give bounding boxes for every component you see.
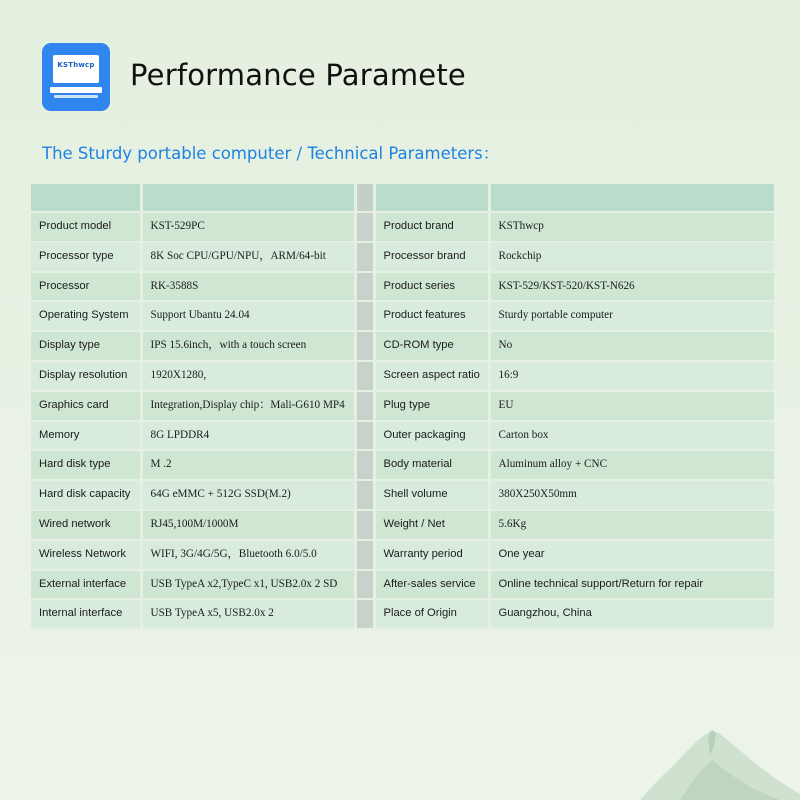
column-divider — [355, 540, 374, 570]
spec-value-left: USB TypeA x2,TypeC x1, USB2.0x 2 SD — [141, 570, 355, 600]
spec-label-left: Processor — [31, 272, 141, 302]
mountain-decoration — [620, 660, 800, 800]
spec-value-left: WIFI, 3G/4G/5G，Bluetooth 6.0/5.0 — [141, 540, 355, 570]
spec-label-right: Outer packaging — [374, 421, 489, 451]
table-row — [31, 540, 774, 570]
spec-label-right: Product features — [374, 301, 489, 331]
table-row — [31, 212, 774, 242]
column-divider — [355, 361, 374, 391]
spec-value-left: 64G eMMC + 512G SSD(M.2) — [141, 480, 355, 510]
table-row — [31, 480, 774, 510]
spec-table-body — [31, 212, 774, 629]
spec-label-right: Body material — [374, 450, 489, 480]
spec-label-right: CD-ROM type — [374, 331, 489, 361]
column-divider — [355, 421, 374, 451]
spec-value-right: Sturdy portable computer — [489, 301, 774, 331]
spec-value-right: Guangzhou, China — [489, 599, 774, 629]
spec-value-right: 5.6Kg — [489, 510, 774, 540]
table-header-row — [31, 184, 774, 212]
spec-label-left: Graphics card — [31, 391, 141, 421]
spec-label-right: After-sales service — [374, 570, 489, 600]
spec-label-left: Hard disk capacity — [31, 480, 141, 510]
table-row — [31, 301, 774, 331]
spec-label-right: Plug type — [374, 391, 489, 421]
column-divider — [355, 242, 374, 272]
spec-value-left: M .2 — [141, 450, 355, 480]
spec-value-right: KSThwcp — [489, 212, 774, 242]
spec-value-right: EU — [489, 391, 774, 421]
spec-value-left: Support Ubantu 24.04 — [141, 301, 355, 331]
spec-label-left: Display type — [31, 331, 141, 361]
table-row — [31, 421, 774, 451]
spec-label-right: Processor brand — [374, 242, 489, 272]
spec-label-left: Wireless Network — [31, 540, 141, 570]
column-divider — [355, 212, 374, 242]
spec-value-left: 1920X1280, — [141, 361, 355, 391]
spec-value-right: Rockchip — [489, 242, 774, 272]
table-row — [31, 242, 774, 272]
spec-label-right: Weight / Net — [374, 510, 489, 540]
spec-label-right: Screen aspect ratio — [374, 361, 489, 391]
spec-value-left: KST-529PC — [141, 212, 355, 242]
brand-logo — [42, 43, 110, 111]
column-divider — [355, 331, 374, 361]
column-divider — [355, 272, 374, 302]
column-divider — [355, 450, 374, 480]
spec-value-left: RJ45,100M/1000M — [141, 510, 355, 540]
spec-table — [31, 184, 774, 630]
table-row — [31, 272, 774, 302]
spec-label-left: Memory — [31, 421, 141, 451]
column-divider — [355, 184, 374, 212]
table-row — [31, 331, 774, 361]
table-row — [31, 599, 774, 629]
header-cell — [31, 184, 141, 212]
header-cell — [141, 184, 355, 212]
spec-value-left: USB TypeA x5, USB2.0x 2 — [141, 599, 355, 629]
spec-value-left: 8K Soc CPU/GPU/NPU，ARM/64-bit — [141, 242, 355, 272]
spec-value-right: Aluminum alloy + CNC — [489, 450, 774, 480]
column-divider — [355, 510, 374, 540]
spec-label-right: Place of Origin — [374, 599, 489, 629]
table-row — [31, 510, 774, 540]
spec-label-left: External interface — [31, 570, 141, 600]
spec-value-left: RK-3588S — [141, 272, 355, 302]
spec-label-right: Product series — [374, 272, 489, 302]
spec-value-left: Integration,Display chip：Mali-G610 MP4 — [141, 391, 355, 421]
spec-label-left: Hard disk type — [31, 450, 141, 480]
table-row — [31, 450, 774, 480]
laptop-icon — [53, 55, 99, 83]
column-divider — [355, 570, 374, 600]
spec-value-right: One year — [489, 540, 774, 570]
table-row — [31, 570, 774, 600]
spec-label-left: Internal interface — [31, 599, 141, 629]
spec-value-right: No — [489, 331, 774, 361]
header-cell — [374, 184, 489, 212]
spec-label-right: Shell volume — [374, 480, 489, 510]
spec-value-right: Carton box — [489, 421, 774, 451]
column-divider — [355, 301, 374, 331]
page-subtitle: The Sturdy portable computer / Technical Parameters： — [42, 144, 500, 163]
spec-value-right: KST-529/KST-520/KST-N626 — [489, 272, 774, 302]
spec-value-right: 16:9 — [489, 361, 774, 391]
table-row — [31, 361, 774, 391]
table-row — [31, 391, 774, 421]
spec-label-right: Product brand — [374, 212, 489, 242]
logo-text: KSThwcp — [57, 61, 95, 69]
header-cell — [489, 184, 774, 212]
spec-label-left: Wired network — [31, 510, 141, 540]
spec-value-right: 380X250X50mm — [489, 480, 774, 510]
spec-value-left: IPS 15.6inch，with a touch screen — [141, 331, 355, 361]
spec-value-right: Online technical support/Return for repair — [489, 570, 774, 600]
column-divider — [355, 480, 374, 510]
spec-label-left: Display resolution — [31, 361, 141, 391]
spec-label-left: Processor type — [31, 242, 141, 272]
spec-value-left: 8G LPDDR4 — [141, 421, 355, 451]
spec-label-left: Product model — [31, 212, 141, 242]
page-title: Performance Paramete — [130, 58, 466, 92]
spec-label-right: Warranty period — [374, 540, 489, 570]
column-divider — [355, 391, 374, 421]
spec-label-left: Operating System — [31, 301, 141, 331]
column-divider — [355, 599, 374, 629]
